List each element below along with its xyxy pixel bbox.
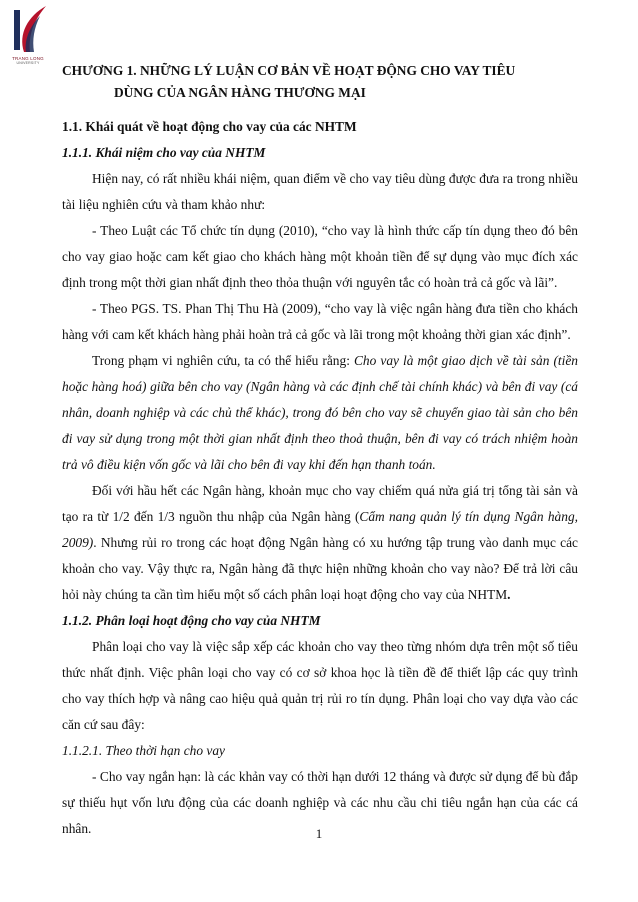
paragraph-1: Hiện nay, có rất nhiều khái niệm, quan điểm về cho vay tiêu dùng được đưa ra trong nhiều tài liệu nghiên cứu và tham khảo như: (62, 171, 578, 212)
university-logo (6, 4, 50, 64)
paragraph-5-end: . (507, 587, 511, 602)
paragraph-6: Phân loại cho vay là việc sắp xếp các khoản cho vay theo từng nhóm dựa trên một số tiêu thức nhất định. Việc phân loại cho vay có cơ sở khoa học là tiền đề để thiết lập các quy trình cho vay thích hợp và nâng cao hiệu quả quản trị rủi ro tín dụng. Phân loại cho vay dựa vào các căn cứ sau đây: (62, 639, 578, 732)
paragraph-3: - Theo PGS. TS. Phan Thị Thu Hà (2009), “cho vay là việc ngân hàng đưa tiền cho khách hàng với cam kết khách hàng phải hoàn trả cả gốc và lãi trong một khoảng thời gian xác định”. (62, 301, 578, 342)
paragraph-7: - Cho vay ngắn hạn: là các khản vay có thời hạn dưới 12 tháng và được sử dụng để bù đắp sự thiếu hụt vốn lưu động của các doanh nghiệp và các nhu cầu chi tiêu ngắn hạn của các cá nhân. (62, 769, 578, 836)
logo-text (6, 56, 50, 66)
logo-brand: TRANG LONG (12, 56, 44, 61)
chapter-title (62, 60, 578, 104)
paragraph-5 (62, 478, 578, 608)
paragraph-4 (62, 348, 578, 478)
paragraph-5-tail: . Nhưng rủi ro trong các hoạt động Ngân hàng có xu hướng tập trung vào danh mục các khoản cho vay. Vậy thực ra, Ngân hàng đã thực hiện những khoản cho vay nào? Để trả lời câu hỏi này chúng ta cần tìm hiểu một số cách phân loại hoạt động cho vay của NHTM (62, 535, 578, 602)
section-heading-1-1-2: 1.1.2. Phân loại hoạt động cho vay của NHTM (62, 613, 321, 628)
paragraph-4-definition: Cho vay là một giao dịch về tài sản (tiền hoặc hàng hoá) giữa bên cho vay (Ngân hàng và các định chế tài chính khác) và bên đi vay (cá nhân, doanh nghiệp và các chủ thể khác), trong đó bên cho vay sẽ chuyển giao tài sản cho bên đi vay sử dụng trong một thời gian nhất định theo thoả thuận, bên đi vay có trách nhiệm hoàn trả vô điều kiện vốn gốc và lãi cho bên đi vay khi đến hạn thanh toán. (62, 353, 578, 472)
section-heading-1-1-1: 1.1.1. Khái niệm cho vay của NHTM (62, 145, 266, 160)
section-heading-1-1: 1.1. Khái quát về hoạt động cho vay của các NHTM (62, 119, 357, 134)
page-number: 1 (315, 826, 323, 841)
document-page (62, 60, 578, 842)
logo-mark-icon (6, 4, 50, 56)
chapter-title-line1: CHƯƠNG 1. NHỮNG LÝ LUẬN CƠ BẢN VỀ HOẠT ĐỘNG CHO VAY TIÊU (62, 63, 516, 78)
section-heading-1-1-2-1: 1.1.2.1. Theo thời hạn cho vay (62, 743, 225, 758)
paragraph-5-citation: Cẩm nang quản lý tín dụng Ngân hàng, 2009) (62, 509, 578, 550)
paragraph-5-lead: Đối với hầu hết các Ngân hàng, khoản mục cho vay chiếm quá nửa giá trị tổng tài sản và tạo ra từ 1/2 đến 1/3 nguồn thu nhập của Ngân hàng ( (62, 483, 578, 524)
paragraph-4-lead: Trong phạm vi nghiên cứu, ta có thể hiểu rằng: (92, 353, 354, 368)
logo-tagline: UNIVERSITY (16, 61, 40, 65)
paragraph-2: - Theo Luật các Tổ chức tín dụng (2010), “cho vay là hình thức cấp tín dụng theo đó bên cho vay giao hoặc cam kết giao cho khách hàng một khoản tiền để sự dụng vào mục đích xác định trong một thời gian nhất định theo thỏa thuận với nguyên tắc có hoàn trả cả gốc và lãi”. (62, 223, 578, 290)
chapter-title-line2: DÙNG CỦA NGÂN HÀNG THƯƠNG MẠI (114, 85, 366, 100)
